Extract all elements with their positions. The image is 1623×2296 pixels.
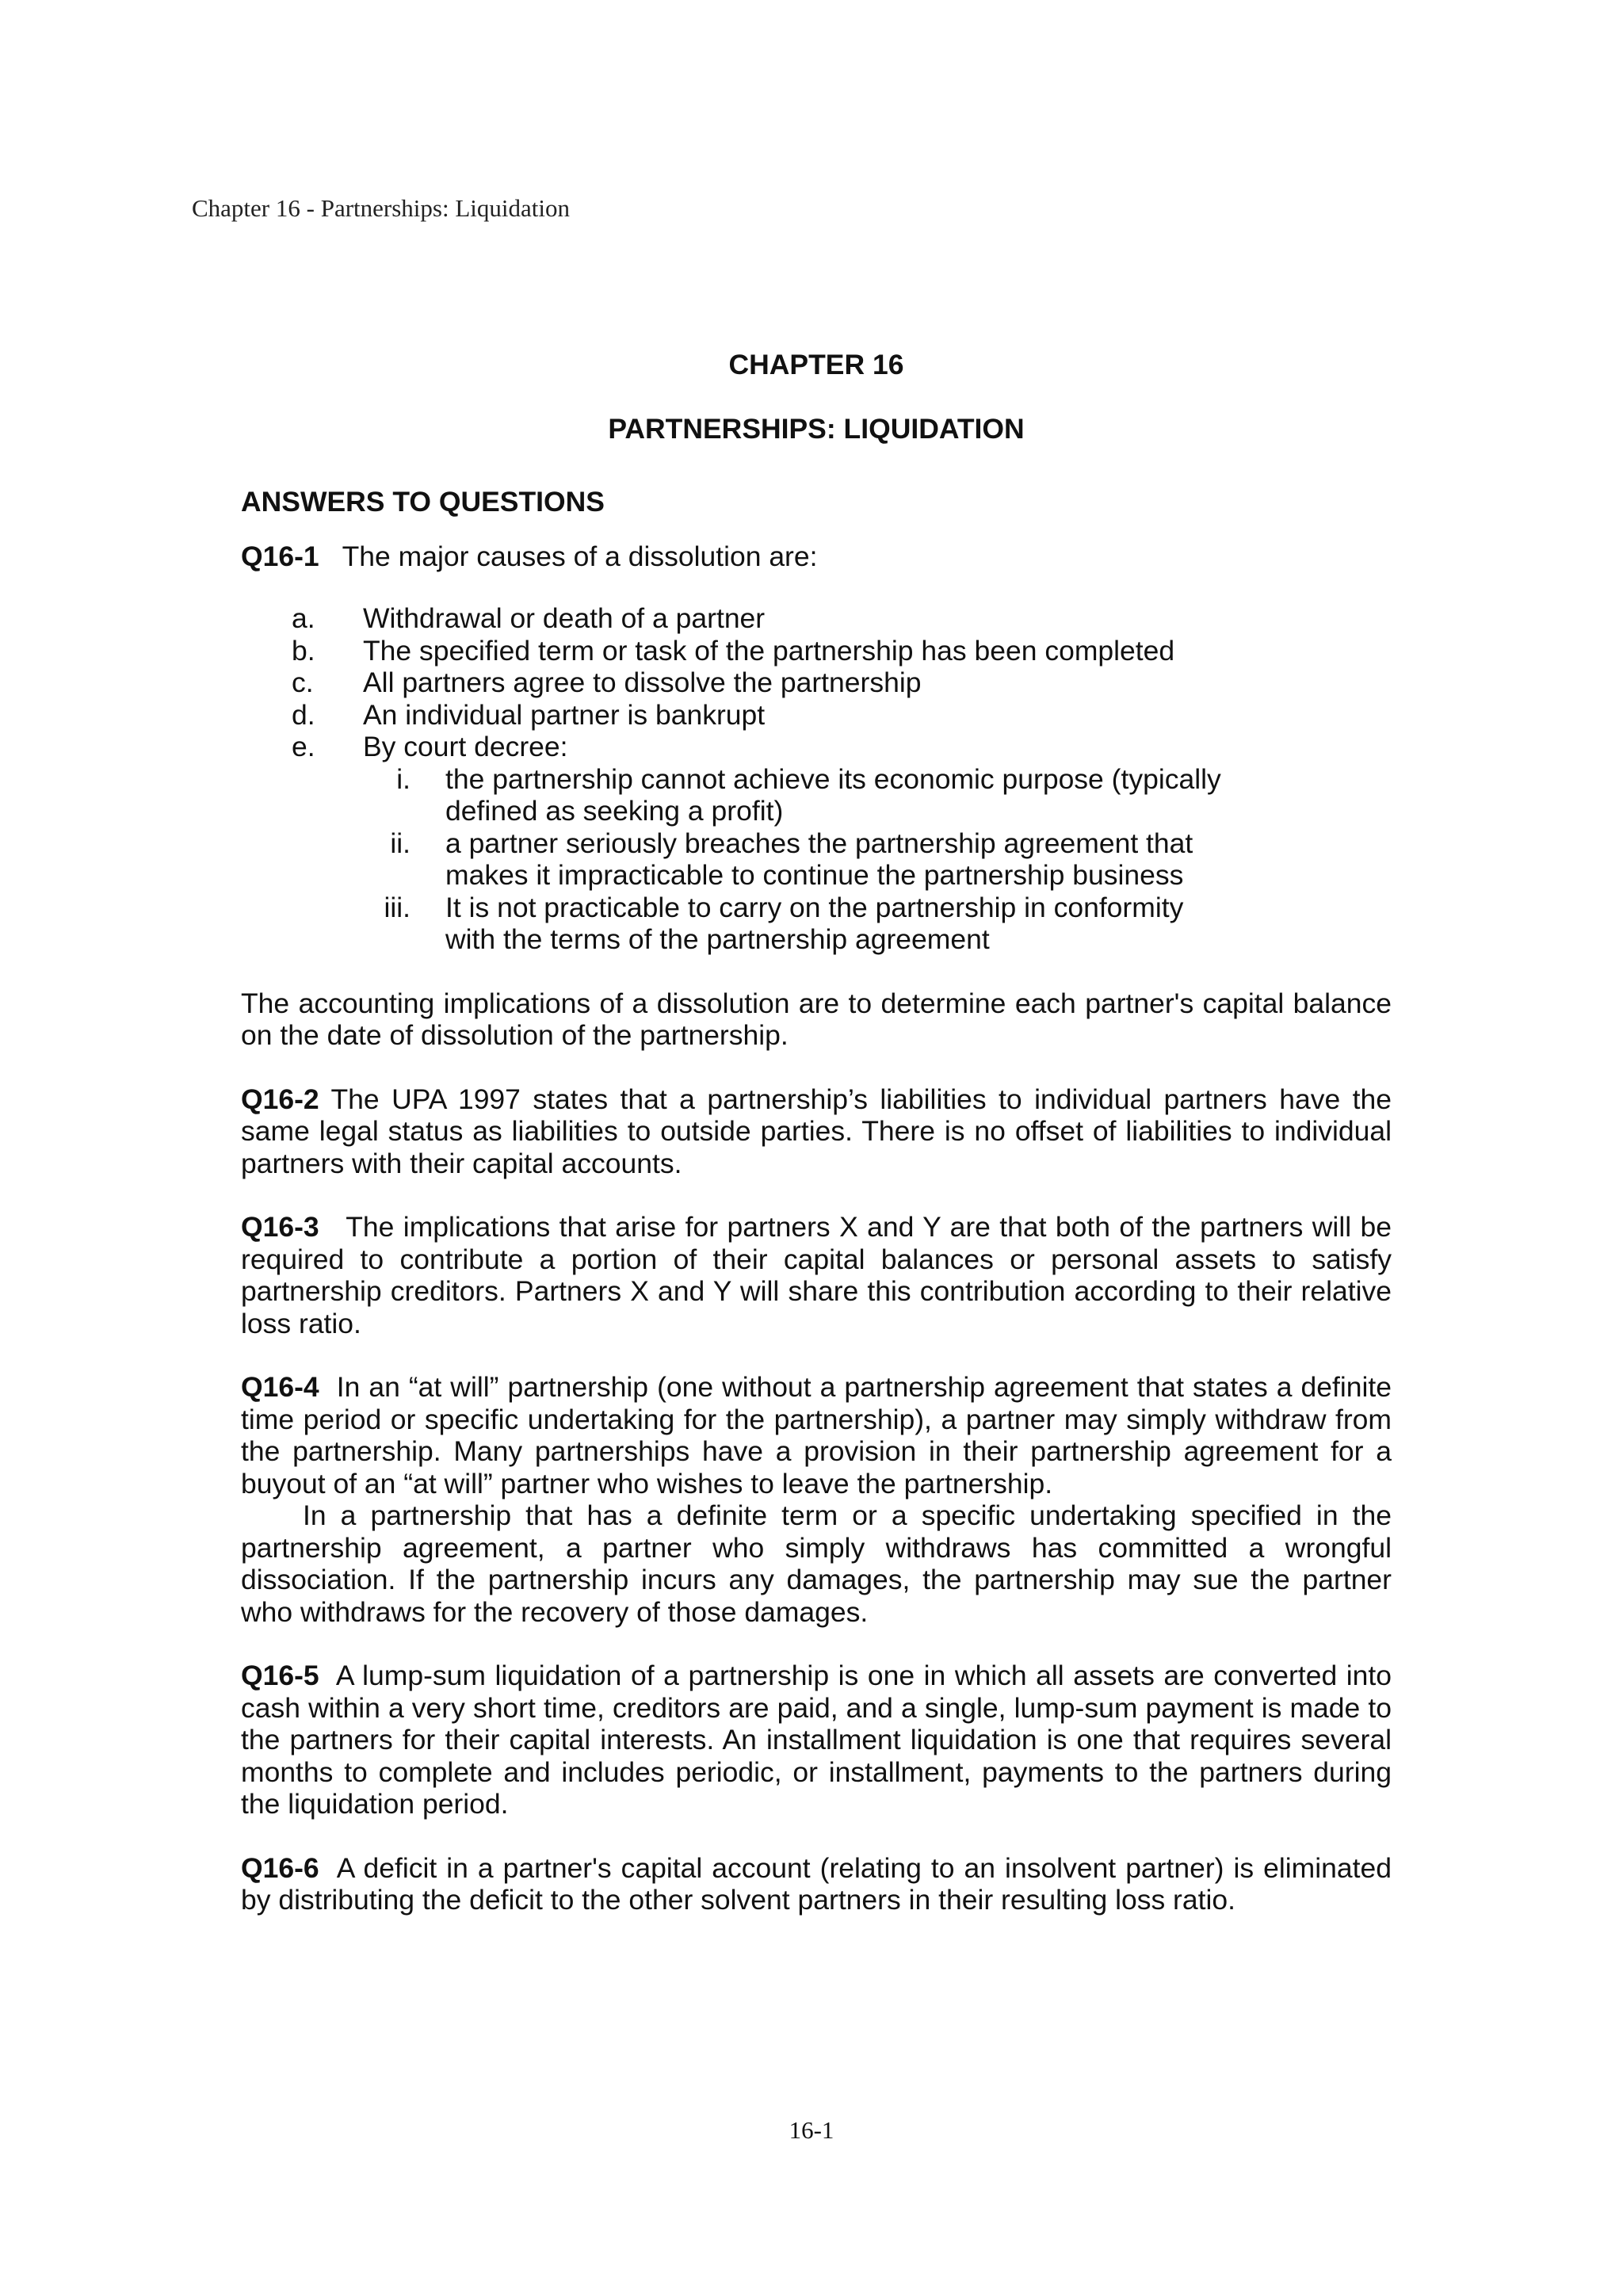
sublist-item: ii. a partner seriously breaches the partnership agreement that makes it impracticable to continue the partnership business xyxy=(390,827,1193,891)
question-number: Q16-2 xyxy=(241,1083,319,1115)
running-header: Chapter 16 - Partnerships: Liquidation xyxy=(192,194,570,222)
question-16-4 xyxy=(241,1371,1392,1499)
question-number: Q16-4 xyxy=(241,1371,319,1403)
list-item: d. An individual partner is bankrupt xyxy=(292,698,766,731)
answer-text: The UPA 1997 states that a partnership’s liabilities to individual partners have the same legal status as liabilities to outside parties. There is no offset of liabilities to individual partners with their capital accounts. xyxy=(241,1083,1392,1179)
page-number: 16-1 xyxy=(789,2116,834,2144)
chapter-subtitle: PARTNERSHIPS: LIQUIDATION xyxy=(608,412,1025,445)
question-number: Q16-5 xyxy=(241,1660,319,1691)
sublist-item: iii. It is not practicable to carry on the partnership in conformity with the terms of the partnership agreement xyxy=(384,891,1184,955)
sublist-item: i. the partnership cannot achieve its economic purpose (typically defined as seeking a profit) xyxy=(396,762,1221,827)
page-content xyxy=(241,349,1392,1916)
question-16-3 xyxy=(241,1211,1392,1339)
section-heading: ANSWERS TO QUESTIONS xyxy=(241,486,605,518)
answer-text: The implications that arise for partners X and Y are that both of the partners will be required to contribute a portion of their capital balances or personal assets to satisfy partnership creditors. Partners X and Y will share this contribution according to their relative loss ratio. xyxy=(241,1211,1392,1339)
question-16-1 xyxy=(241,541,1392,573)
chapter-title: CHAPTER 16 xyxy=(728,349,904,380)
list-item: b. The specified term or task of the partnership has been completed xyxy=(292,634,1175,667)
dissolution-causes-list xyxy=(241,602,1392,763)
question-number: Q16-3 xyxy=(241,1211,319,1243)
question-16-5 xyxy=(241,1660,1392,1820)
question-16-4-continued: In a partnership that has a definite term or a specific undertaking specified in the partnership agreement, a partner who simply withdraws has committed a wrongful dissociation. If the partnership incurs any damages, the partnership may sue the partner who withdraws for the recovery of those damages. xyxy=(241,1499,1392,1628)
list-item: c. All partners agree to dissolve the partnership xyxy=(292,667,922,698)
court-decree-sublist xyxy=(241,763,1392,956)
list-item: a. Withdrawal or death of a partner xyxy=(292,602,766,634)
question-text: The major causes of a dissolution are: xyxy=(342,540,818,572)
dissolution-implications: The accounting implications of a dissolution are to determine each partner's capital balance on the date of dissolution of the partnership. xyxy=(241,987,1392,1051)
question-number: Q16-1 xyxy=(241,540,319,572)
question-16-2 xyxy=(241,1083,1392,1180)
question-number: Q16-6 xyxy=(241,1851,319,1884)
answer-text: A lump-sum liquidation of a partnership is one in which all assets are converted into cash within a very short time, creditors are paid, and a single, lump-sum payment is made to the partners for their capital interests. An installment liquidation is one that requires several months to complete and includes periodic, or installment, payments to the partners during the liquidation period. xyxy=(241,1660,1392,1820)
list-item: e. By court decree: xyxy=(292,731,568,762)
question-16-6 xyxy=(241,1852,1392,1916)
answer-text: In an “at will” partnership (one without a partnership agreement that states a definite time period or specific undertaking for the partnership), a partner may simply withdraw from the partnership. Many partnerships have a provision in their partnership agreement for a buyout of an “at will” partner who wishes to leave the partnership. xyxy=(241,1371,1392,1499)
answer-text: A deficit in a partner's capital account (relating to an insolvent partner) is eliminated by distributing the deficit to the other solvent partners in their resulting loss ratio. xyxy=(241,1851,1392,1916)
